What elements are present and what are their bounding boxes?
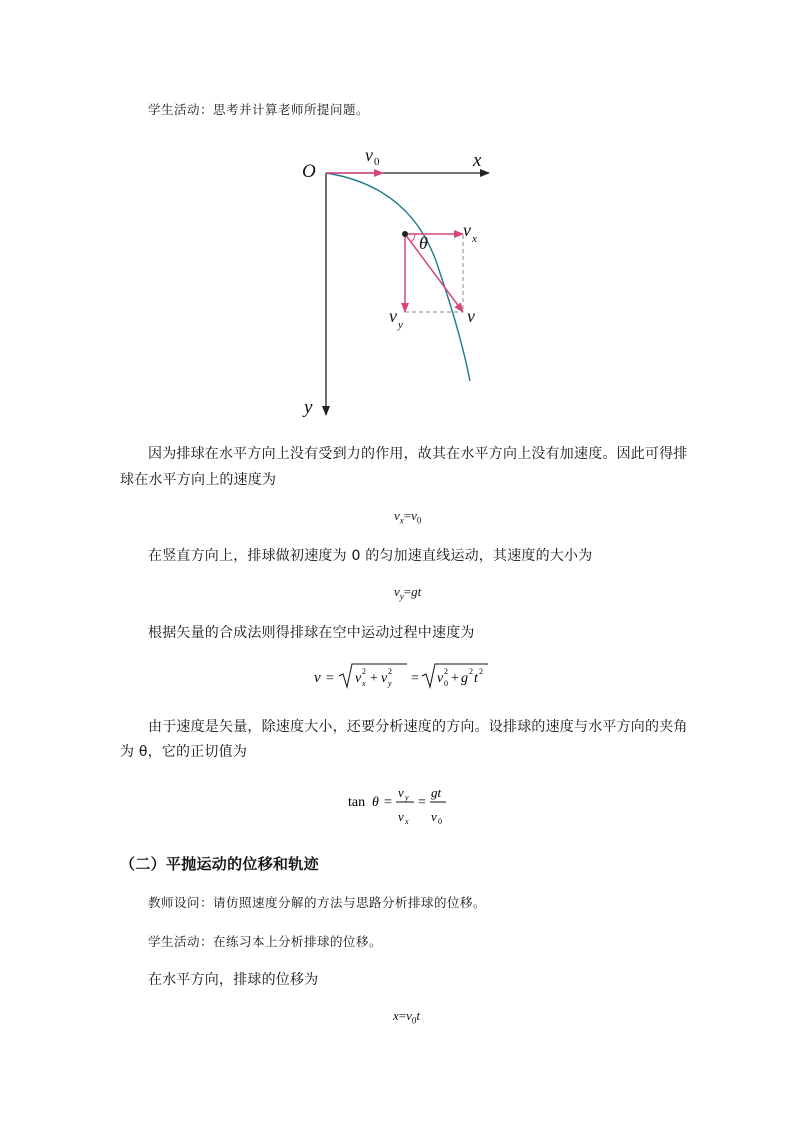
svg-text:g: g	[461, 671, 468, 686]
svg-text:=: =	[326, 671, 334, 686]
paragraph-line: 在竖直方向上，排球做初速度为 0 的匀加速直线运动，其速度的大小为	[148, 548, 593, 564]
svg-text:2: 2	[479, 667, 483, 676]
theta-label: θ	[419, 233, 428, 253]
svg-text:=: =	[418, 795, 426, 810]
svg-text:gt: gt	[431, 785, 442, 800]
v0-sub: 0	[374, 156, 380, 168]
svg-text:v: v	[398, 809, 404, 824]
paragraph-line: 因为排球在水平方向上没有受到力的作用，故其在水平方向上没有加速度。因此可得排	[148, 446, 688, 462]
svg-text:t: t	[474, 671, 478, 686]
svg-text:2: 2	[388, 667, 392, 676]
equation-v-magnitude	[312, 660, 492, 692]
svg-text:v: v	[314, 670, 321, 686]
velocity-decomposition-figure	[295, 145, 515, 425]
vx-sub: x	[472, 233, 477, 245]
equation-tan-theta	[346, 780, 456, 832]
equation-vy: $v_y=gt$	[394, 584, 422, 602]
v0-label: v	[365, 145, 373, 165]
svg-text:v: v	[355, 671, 362, 686]
paragraph-line: 在水平方向，排球的位移为	[148, 972, 319, 988]
x-axis-label: x	[473, 150, 482, 171]
svg-text:v: v	[431, 809, 437, 824]
svg-text:2: 2	[469, 667, 473, 676]
equation-vx: $v_x=v_0$	[394, 508, 422, 526]
origin-label: O	[302, 161, 316, 182]
section-heading: （二）平抛运动的位移和轨迹	[120, 855, 319, 873]
vx-label: v	[463, 220, 471, 240]
svg-text:+: +	[370, 671, 378, 686]
paragraph-line: 球在水平方向上的速度为	[120, 472, 277, 488]
vy-sub: y	[398, 319, 403, 331]
svg-text:x: x	[362, 679, 366, 688]
student-activity-text: 学生活动：在练习本上分析排球的位移。	[148, 934, 383, 949]
svg-text:v: v	[398, 785, 404, 800]
svg-text:v0	[365, 145, 380, 168]
svg-text:tan: tan	[348, 795, 366, 810]
v-label: v	[467, 306, 475, 326]
svg-text:θ: θ	[372, 795, 379, 810]
svg-text:2: 2	[362, 667, 366, 676]
svg-text:=: =	[411, 671, 419, 686]
teacher-question-text: 教师设问：请仿照速度分解的方法与思路分析排球的位移。	[148, 895, 487, 910]
svg-text:y: y	[388, 679, 392, 688]
paragraph-line: 为 θ，它的正切值为	[120, 744, 248, 760]
paragraph-line: 由于速度是矢量，除速度大小，还要分析速度的方向。设排球的速度与水平方向的夹角	[148, 719, 688, 735]
svg-text:0: 0	[438, 817, 442, 826]
svg-text:+: +	[451, 671, 459, 686]
vy-label: v	[389, 306, 397, 326]
svg-text:vy	[389, 306, 403, 331]
svg-text:v: v	[381, 671, 388, 686]
y-axis-label: y	[304, 397, 313, 418]
svg-text:y: y	[405, 793, 409, 802]
theta-arc	[411, 234, 415, 242]
svg-text:v: v	[437, 671, 444, 686]
paragraph-line: 根据矢量的合成法则得排球在空中运动过程中速度为	[148, 625, 475, 641]
svg-text:vx	[463, 220, 477, 245]
svg-text:=: =	[384, 795, 392, 810]
equation-x: $x=v_0t$	[393, 1008, 421, 1026]
svg-text:x: x	[405, 817, 409, 826]
svg-text:2: 2	[444, 667, 448, 676]
student-activity-text: 学生活动：思考并计算老师所提问题。	[148, 102, 370, 117]
v-arrow	[405, 234, 463, 312]
svg-text:0: 0	[444, 679, 448, 688]
trajectory-curve	[326, 173, 470, 381]
ball-point	[402, 231, 408, 237]
